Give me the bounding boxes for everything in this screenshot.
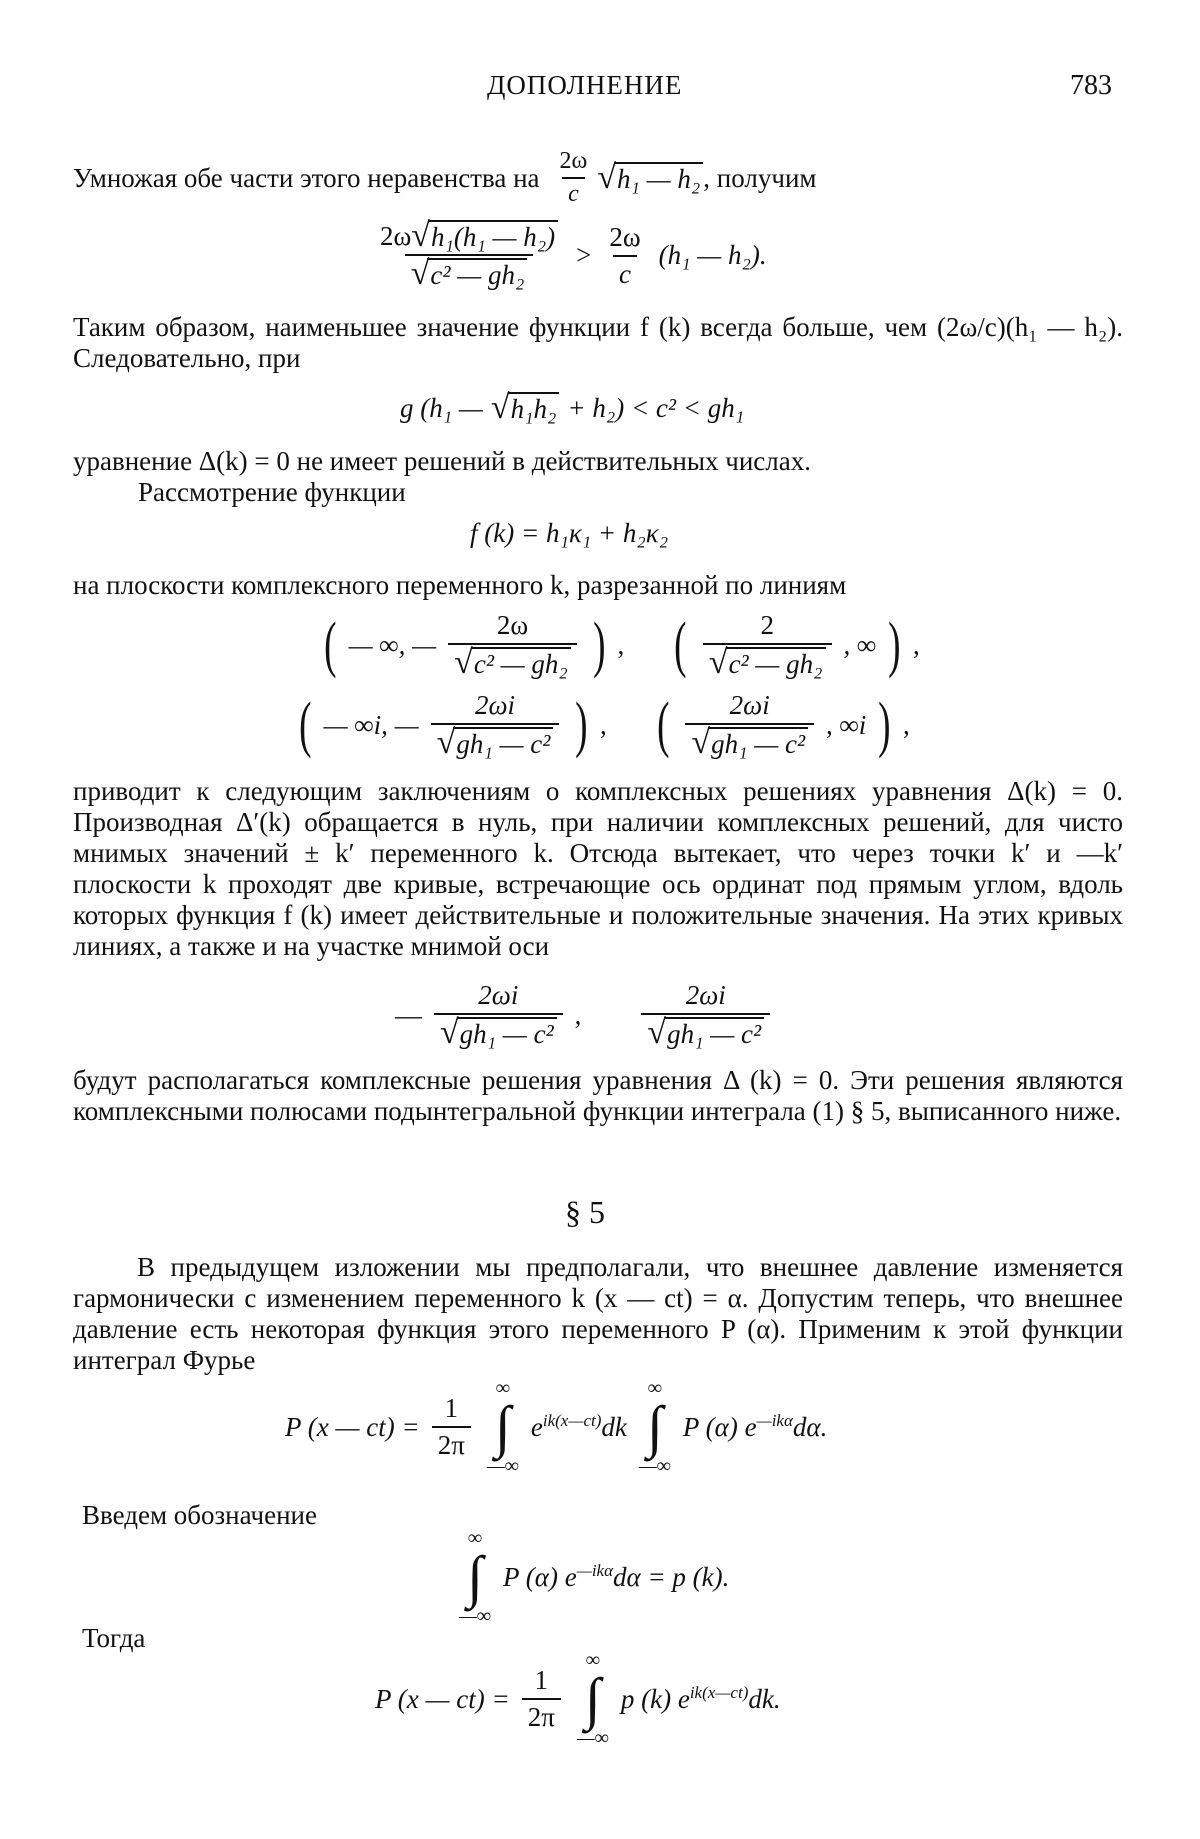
eq1-lhs-numerator: 2ω √ h₁(h₁ — h₂)	[374, 220, 564, 254]
eq1-relation: >	[576, 240, 592, 270]
eq5-int2-upper: ∞	[647, 1377, 663, 1399]
factor-sqrt-arg: h₁ — h₂	[614, 162, 703, 194]
eq1-lhs-fraction	[374, 217, 564, 292]
eq7-denominator: 2π	[522, 1698, 561, 1733]
section-heading: § 5	[565, 1194, 605, 1230]
cuts-row-2: ( — ∞i, — 2ωi √ gh₁ — c² ) , ( 2ωi √ gh₁ — c² , ∞i ) ,	[299, 690, 910, 761]
paragraph-9: Тогда	[82, 1623, 146, 1653]
cut-d-numerator: 2ωi	[729, 690, 770, 720]
eq6-integral: ∞ ∫ —∞	[459, 1527, 492, 1627]
cut-c-prefix: — ∞i, —	[323, 709, 419, 740]
eq5-denominator: 2π	[432, 1426, 471, 1461]
cut-b-den-sqrt: c² — gh₂	[726, 647, 826, 679]
paragraph-7: В предыдущем изложении мы предполагали, что внешнее давление изменяется гармонически с изменением переменного k (x — ct) = α. Допустим теперь, что внешнее давление есть некоторая функция этого переменного P (α). Применим к этой функции интеграл Фурье	[73, 1252, 1123, 1375]
paragraph-6: будут располагаться комплексные решения уравнения Δ (k) = 0. Эти решения являются комплексными полюсами подынтегральной функции интеграла (1) § 5, выписанного ниже.	[73, 1065, 1123, 1126]
eq4-den-sqrt-1: gh₁ — c²	[457, 1017, 557, 1049]
eq5-int2-lower: —∞	[638, 1455, 671, 1477]
eq2-right: + h₂) < c² < gh₁	[567, 392, 745, 423]
cut-c-fraction: 2ωi √ gh₁ — c²	[431, 690, 560, 760]
eq6-tail: dα = p (k).	[613, 1562, 730, 1592]
eq7-integrand: p (k) e	[620, 1684, 690, 1714]
factor-fraction	[554, 148, 594, 208]
eq4-minus: —	[395, 999, 422, 1030]
paragraph-1-text: Умножая обе части этого неравенства на	[73, 162, 540, 193]
equation-6	[455, 1528, 729, 1626]
eq7-exp: ik(x—ct)	[689, 1683, 749, 1702]
eq7-int-upper: ∞	[585, 1649, 600, 1671]
eq6-exp: —ikα	[576, 1561, 614, 1580]
eq2-left: g (h₁ —	[400, 392, 483, 423]
cut-sep-4: ,	[902, 709, 910, 740]
eq6-int-lower: —∞	[459, 1605, 492, 1627]
eq4-fraction-2: 2ωi √ gh₁ — c²	[641, 980, 770, 1050]
eq5-int1-upper: ∞	[495, 1377, 510, 1399]
eq1-lhs-num-sqrt: h₁(h₁ — h₂)	[428, 220, 558, 252]
eq1-rhs-denominator: c	[613, 255, 637, 290]
eq7-int-lower: —∞	[576, 1727, 609, 1749]
page-number: 783	[1070, 70, 1112, 101]
paragraph-3-line-2: Рассмотрение функции	[138, 477, 406, 507]
eq4-den-sqrt-2: gh₁ — c²	[664, 1017, 764, 1049]
eq5-exp-2: —ikα	[756, 1411, 793, 1430]
eq1-lhs-denominator: √ c² — gh₂	[405, 254, 534, 291]
eq7-lhs: P (x — ct) =	[375, 1683, 510, 1714]
cut-c-den-sqrt: gh₁ — c²	[453, 727, 553, 759]
factor-sqrt: √ h₁ — h₂	[597, 162, 703, 194]
eq5-numerator: 1	[444, 1393, 458, 1423]
equation-7	[375, 1650, 781, 1748]
paragraph-8: Введем обозначение	[82, 1500, 317, 1530]
cut-b-suffix: , ∞	[843, 629, 877, 660]
factor-numerator: 2ω	[559, 148, 588, 174]
eq6-integrand: P (α) e	[503, 1562, 577, 1592]
equation-3: f (k) = h₁κ₁ + h₂κ₂	[470, 518, 669, 548]
paragraph-2: Таким образом, наименьшее значение функции f (k) всегда больше, чем (2ω/c)(h₁ — h₂). Следовательно, при	[73, 312, 1123, 373]
cut-b-numerator: 2	[760, 610, 774, 640]
cut-d-fraction: 2ωi √ gh₁ — c²	[685, 690, 814, 760]
eq1-lhs-prefix: 2ω	[380, 220, 412, 251]
equation-2: g (h₁ — √ h₁h₂ + h₂) < c² < gh₁	[400, 389, 745, 426]
equation-1	[370, 217, 767, 292]
eq5-d-2: dα.	[792, 1412, 828, 1442]
eq7-numerator: 1	[534, 1665, 548, 1695]
paragraph-1	[73, 148, 816, 208]
cut-a-prefix: — ∞, —	[348, 629, 437, 660]
eq1-rhs-fraction	[603, 222, 646, 290]
paragraph-4: на плоскости комплексного переменного k, разрезанной по линиям	[73, 570, 847, 600]
eq4-numerator-2: 2ωi	[685, 980, 726, 1010]
eq1-rhs-tail: (h₁ — h₂).	[658, 240, 767, 270]
eq7-fraction	[522, 1665, 561, 1733]
cuts-row-1: ( — ∞, — 2ω √ c² — gh₂ ) , ( 2 √ c² — gh₂ , ∞ ) ,	[324, 610, 920, 681]
eq2-sqrt: h₁h₂	[508, 392, 560, 424]
equation-5	[285, 1378, 827, 1476]
eq5-d-1: dk	[601, 1412, 627, 1442]
cut-d-suffix: , ∞i	[826, 709, 867, 740]
paragraph-3-line-1: уравнение Δ(k) = 0 не имеет решений в действительных числах.	[73, 446, 811, 476]
cut-d-den-sqrt: gh₁ — c²	[708, 727, 808, 759]
eq1-lhs-den-sqrt: c² — gh₂	[427, 258, 527, 290]
eq5-integral-1: ∞ ∫ —∞	[486, 1377, 519, 1477]
eq5-integrand-1: e	[530, 1412, 543, 1442]
eq5-integral-2: ∞ ∫ —∞	[638, 1377, 671, 1477]
eq5-exp-1: ik(x—ct)	[542, 1411, 602, 1430]
eq5-int1-lower: —∞	[486, 1455, 519, 1477]
eq5-lhs: P (x — ct) =	[285, 1411, 420, 1442]
cut-c-numerator: 2ωi	[474, 690, 516, 720]
running-header: ДОПОЛНЕНИЕ	[487, 70, 683, 100]
eq5-integrand-2: P (α) e	[682, 1412, 757, 1442]
eq1-rhs-numerator: 2ω	[609, 221, 641, 252]
factor-denominator: c	[562, 177, 585, 208]
eq6-int-upper: ∞	[467, 1527, 483, 1549]
paragraph-1-tail: , получим	[703, 162, 817, 193]
cut-a-den-sqrt: c² — gh₂	[471, 647, 571, 679]
eq4-numerator-1: 2ωi	[478, 980, 519, 1010]
eq4-sep: ,	[574, 999, 582, 1030]
cut-b-fraction: 2 √ c² — gh₂	[703, 610, 832, 680]
eq4-fraction-1: 2ωi √ gh₁ — c²	[434, 980, 563, 1050]
paragraph-5: приводит к следующим заключениям о комплексных решениях уравнения Δ(k) = 0. Производная Δ′(k) обращается в нуль, при наличии комплексных решений, для чисто мнимых значений ± k′ переменного k. Отсюда вытекает, что через точки k′ и —k′ плоскости k проходят две кривые, встречающие ось ординат под прямым углом, вдоль которых функция f (k) имеет действительные и положительные значения. На этих кривых линиях, а также и на участке мнимой оси	[73, 776, 1123, 961]
cut-a-fraction: 2ω √ c² — gh₂	[448, 610, 577, 680]
eq7-tail: dk.	[748, 1684, 781, 1714]
cut-a-numerator: 2ω	[496, 610, 529, 640]
equation-4	[395, 980, 774, 1050]
eq5-fraction	[432, 1393, 471, 1461]
cut-sep-2: ,	[912, 629, 920, 660]
eq7-integral: ∞ ∫ —∞	[576, 1649, 609, 1749]
cut-sep-3: ,	[599, 709, 607, 740]
cut-sep-1: ,	[617, 629, 625, 660]
